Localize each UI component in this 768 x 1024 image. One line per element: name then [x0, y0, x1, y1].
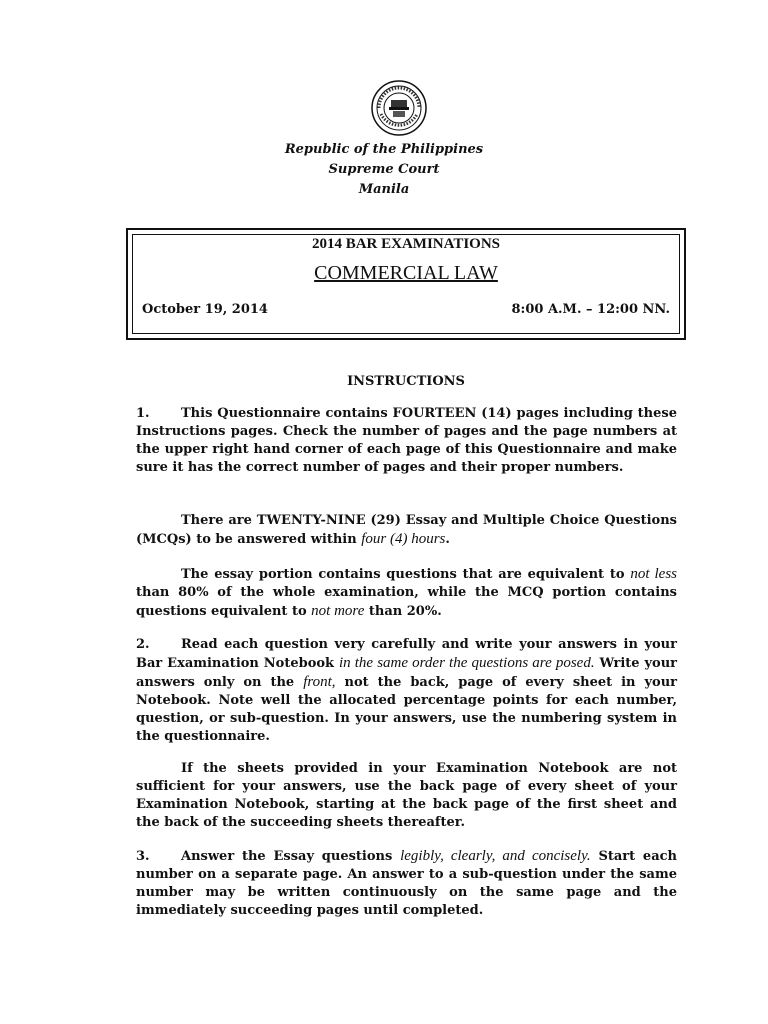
item-number: 2. — [136, 637, 150, 652]
supreme-court-seal — [371, 80, 427, 136]
instruction-paragraph-4 — [136, 636, 677, 746]
item-number: 3. — [136, 849, 150, 864]
emphasis-text: not less — [630, 566, 677, 582]
paragraph-text: Answer the Essay questions — [181, 849, 401, 864]
emphasis-text: legibly, clearly, and concisely. — [400, 848, 591, 864]
instructions-heading: INSTRUCTIONS — [347, 374, 465, 389]
item-number: 1. — [136, 406, 150, 421]
paragraph-text: If the sheets provided in your Examination Notebook are not sufficient for your answers, use the back page of every sheet of your Examination Notebook, starting at the back page of the first sheet and the back of the succeeding sheets thereafter. — [136, 761, 677, 830]
emphasis-text: front, — [303, 674, 336, 690]
paragraph-text: not the back, page of every sheet in your Notebook. Note well the allocated percentage points for each number, question, or sub-question. In your answers, use the numbering system in the questionnaire. — [136, 675, 677, 744]
emphasis-text: not more — [311, 603, 365, 619]
paragraph-text: The essay portion contains questions that are equivalent to — [181, 567, 631, 582]
exam-subject: COMMERCIAL LAW — [314, 262, 498, 284]
instruction-paragraph-1 — [136, 405, 677, 477]
paragraph-text: Read each question very carefully and write your answers in your Bar Examination Notebook — [136, 637, 677, 671]
paragraph-text: than 80% of the whole examination, while the MCQ portion contains questions equivalent to — [136, 585, 677, 619]
paragraph-text: Start each number on a separate page. An answer to a sub-question under the same number may be written continuously on the same page and the immediately succeeding pages until completed. — [136, 849, 677, 918]
instruction-paragraph-2 — [136, 512, 677, 549]
emphasis-text: in the same order the questions are posed. — [338, 655, 595, 671]
exam-info-box — [126, 228, 686, 340]
city-line: Manila — [358, 182, 410, 197]
exam-date: October 19, 2014 — [142, 302, 268, 317]
court-line: Supreme Court — [328, 162, 440, 177]
instruction-paragraph-6 — [136, 847, 677, 920]
exam-title: 2014 BAR EXAMINATIONS — [311, 236, 501, 252]
paragraph-text: This Questionnaire contains FOURTEEN (14) pages including these Instructions pages. Check the number of pages and the page numbers at the upper right hand corner of each page of this Questionnaire and make sure it has the correct number of pages and their proper numbers. — [136, 406, 677, 475]
instruction-paragraph-5 — [136, 760, 677, 832]
exam-time: 8:00 A.M. – 12:00 NN. — [511, 302, 670, 317]
paragraph-text: There are TWENTY-NINE (29) Essay and Multiple Choice Questions (MCQs) to be answered within — [136, 513, 677, 547]
paragraph-text: . — [445, 532, 450, 547]
paragraph-text: Write your answers only on the — [136, 656, 677, 690]
court-header — [0, 140, 768, 200]
instruction-paragraph-3 — [136, 565, 677, 621]
republic-line: Republic of the Philippines — [284, 142, 484, 157]
emphasis-text: four (4) hours — [361, 531, 446, 547]
paragraph-text: than 20%. — [364, 604, 442, 619]
